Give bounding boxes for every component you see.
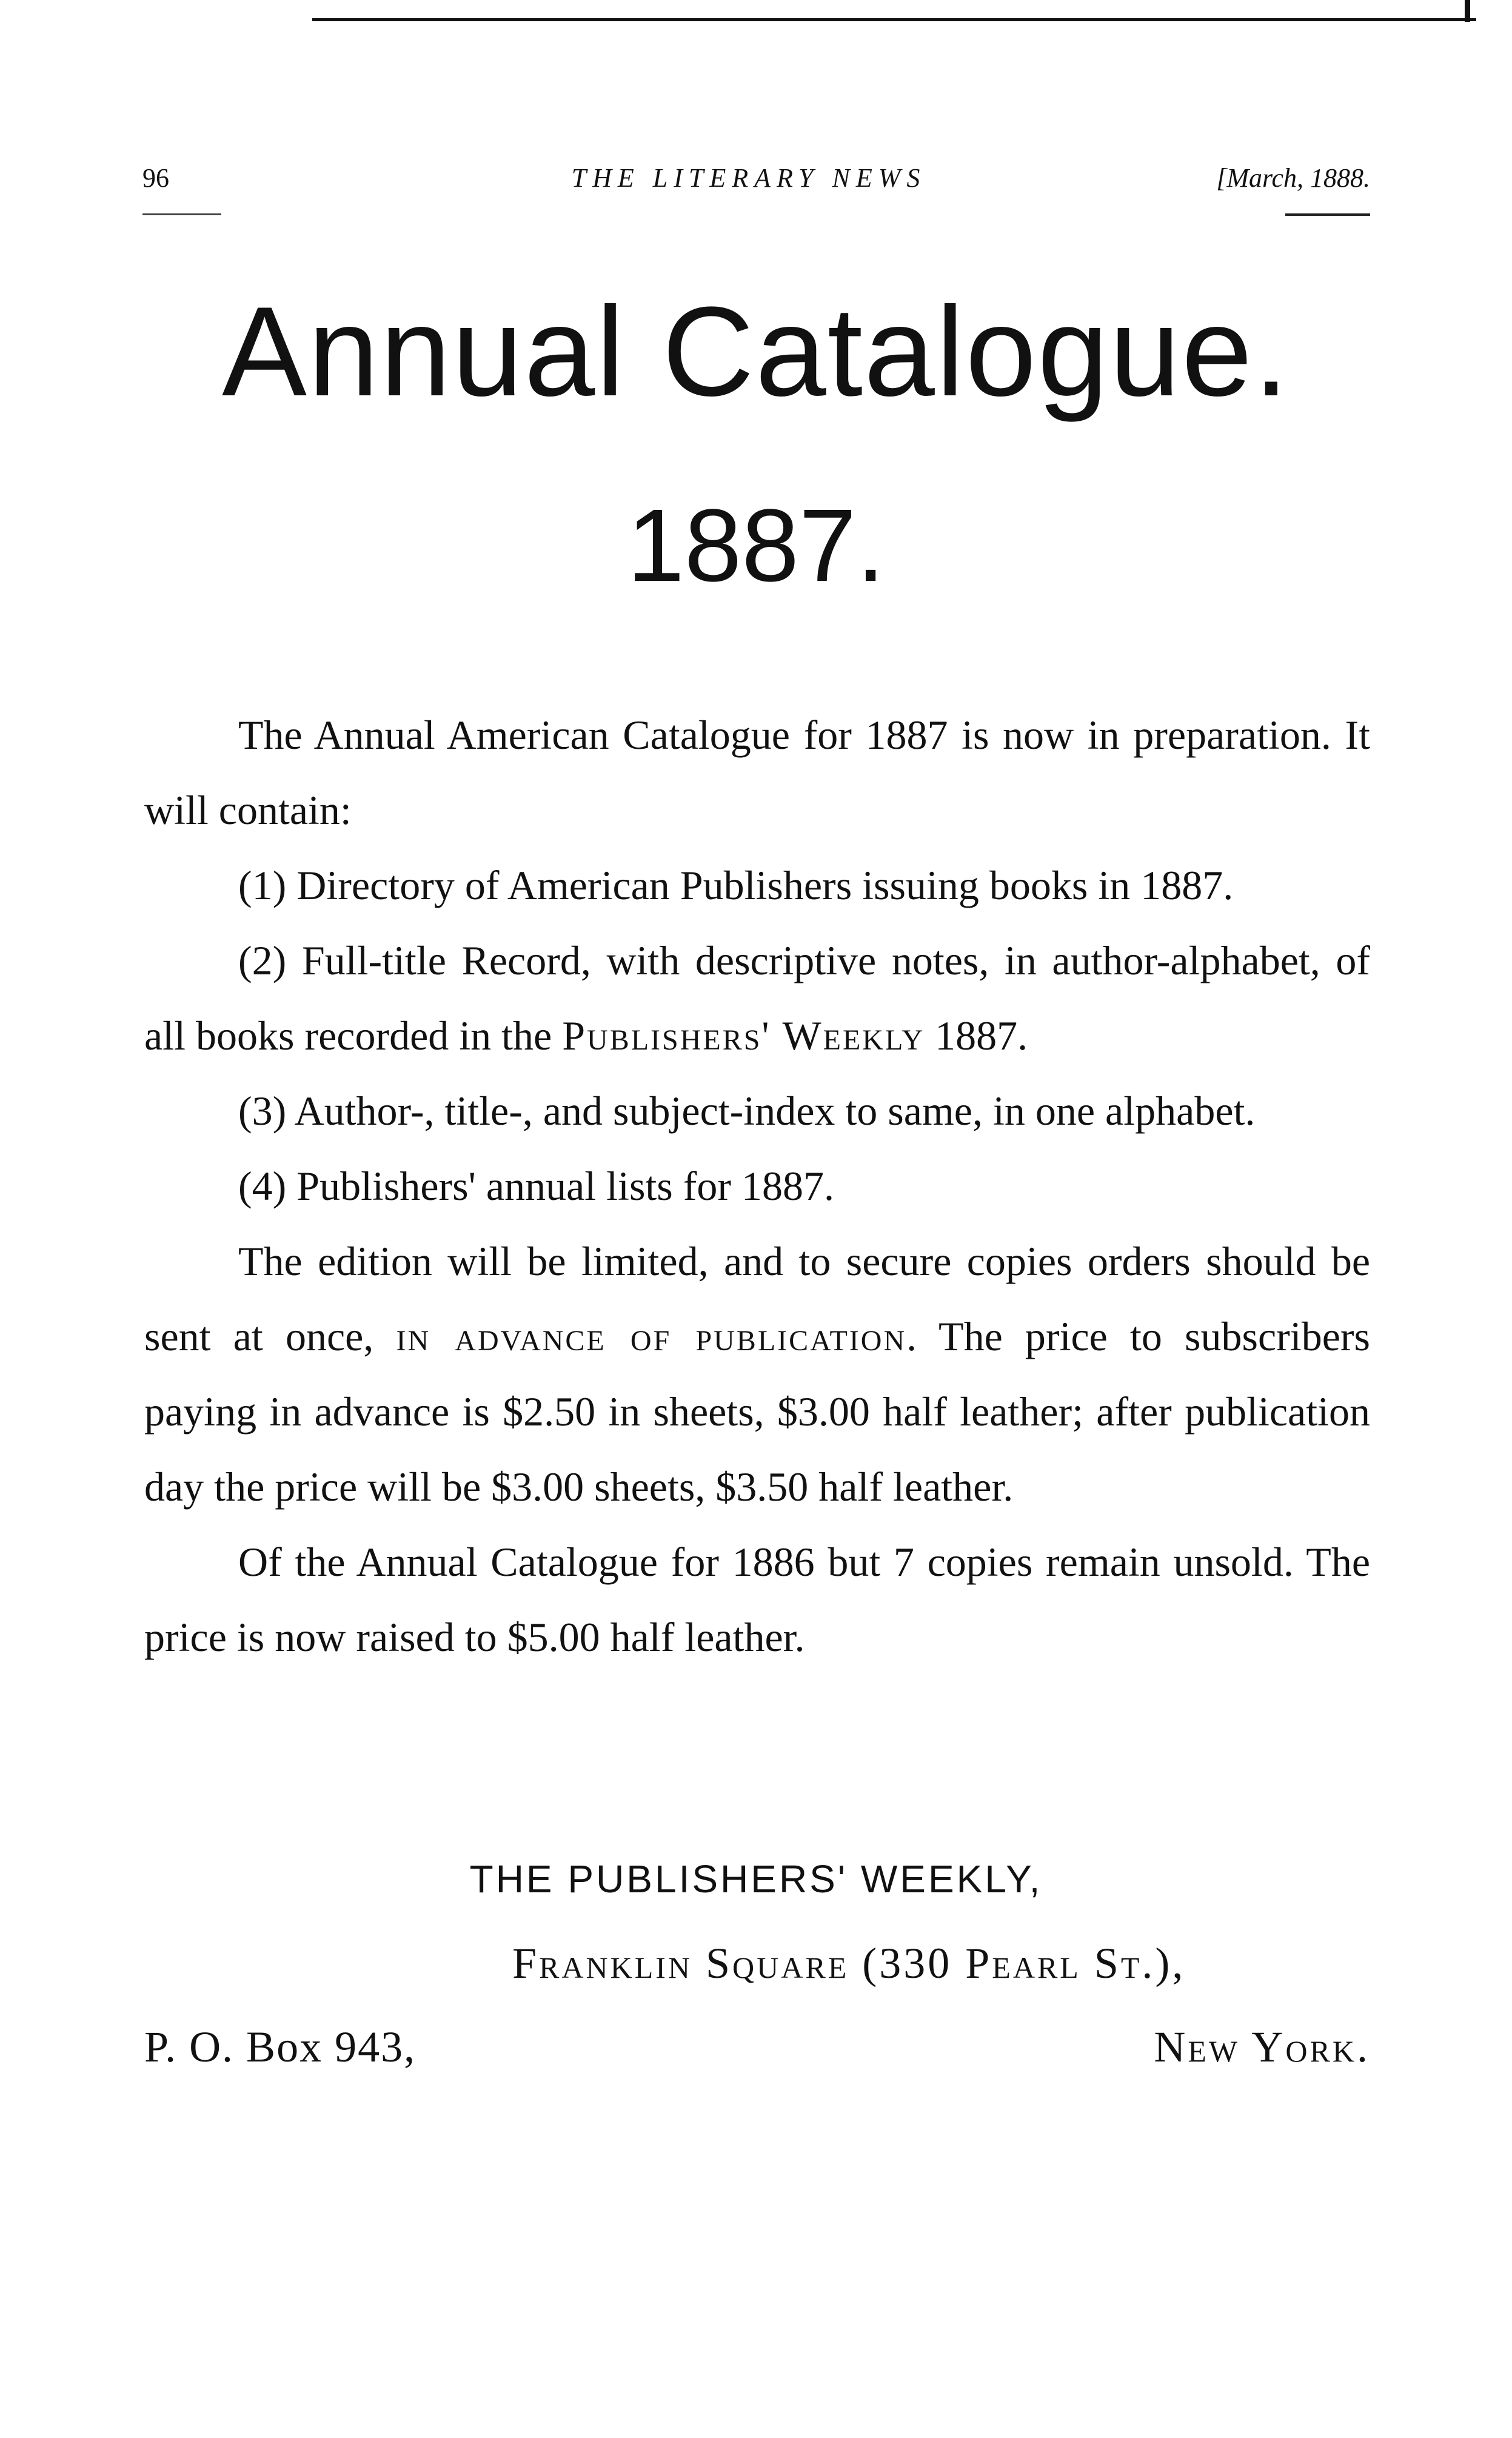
- advertisement-body: [144, 697, 1370, 1675]
- journal-title: THE LITERARY NEWS: [571, 163, 926, 193]
- paragraph-item-4: (4) Publishers' annual lists for 1887.: [238, 1163, 835, 1209]
- issue-date: [March, 1888.: [1216, 163, 1370, 193]
- catalogue-year: 1887.: [627, 488, 885, 603]
- paragraph-item-1: (1) Directory of American Publishers issuing books in 1887.: [238, 862, 1234, 908]
- page-title: Annual Catalogue.: [222, 280, 1290, 423]
- item-2-year: 1887.: [925, 1013, 1028, 1059]
- top-corner-mark: [1465, 0, 1470, 22]
- in-advance-smallcaps: in advance of publication: [396, 1313, 907, 1359]
- item-2-text: (2) Full-title Record, with descriptive notes, in author-alphabet, of all books recorded in the: [144, 937, 1370, 1059]
- running-head: [142, 162, 1370, 205]
- top-rule: [312, 18, 1476, 21]
- paragraph-1886-catalogue: Of the Annual Catalogue for 1886 but 7 copies remain unsold. The price is now raised to $5.00 half leather.: [144, 1539, 1370, 1660]
- page-number: 96: [142, 163, 169, 193]
- publisher-name: THE PUBLISHERS' WEEKLY,: [469, 1857, 1043, 1901]
- paragraph-pricing: [144, 1224, 1370, 1524]
- paragraph-intro: The Annual American Catalogue for 1887 is now in preparation. It will contain:: [144, 712, 1370, 833]
- pricing-text-end: . The price to subscribers paying in advance is $2.50 in sheets, $3.00 half leather; after publication day the price will be $3.00 sheets, $3.50 half leather.: [144, 1313, 1370, 1510]
- publishers-weekly-smallcaps: Publishers' Weekly: [562, 1013, 925, 1059]
- running-head-rule-right: [1285, 213, 1370, 216]
- paragraph-item-3: (3) Author-, title-, and subject-index to same, in one alphabet.: [238, 1088, 1256, 1134]
- pricing-text-start: The edition will be limited, and to secure copies orders should be sent at once,: [144, 1238, 1370, 1359]
- po-box: P. O. Box 943,: [144, 2023, 416, 2071]
- running-head-rule-left: [142, 213, 221, 215]
- city: New York.: [1154, 2023, 1370, 2071]
- paragraph-item-2: [144, 923, 1370, 1073]
- publisher-address: Franklin Square (330 Pearl St.),: [512, 1939, 1186, 1988]
